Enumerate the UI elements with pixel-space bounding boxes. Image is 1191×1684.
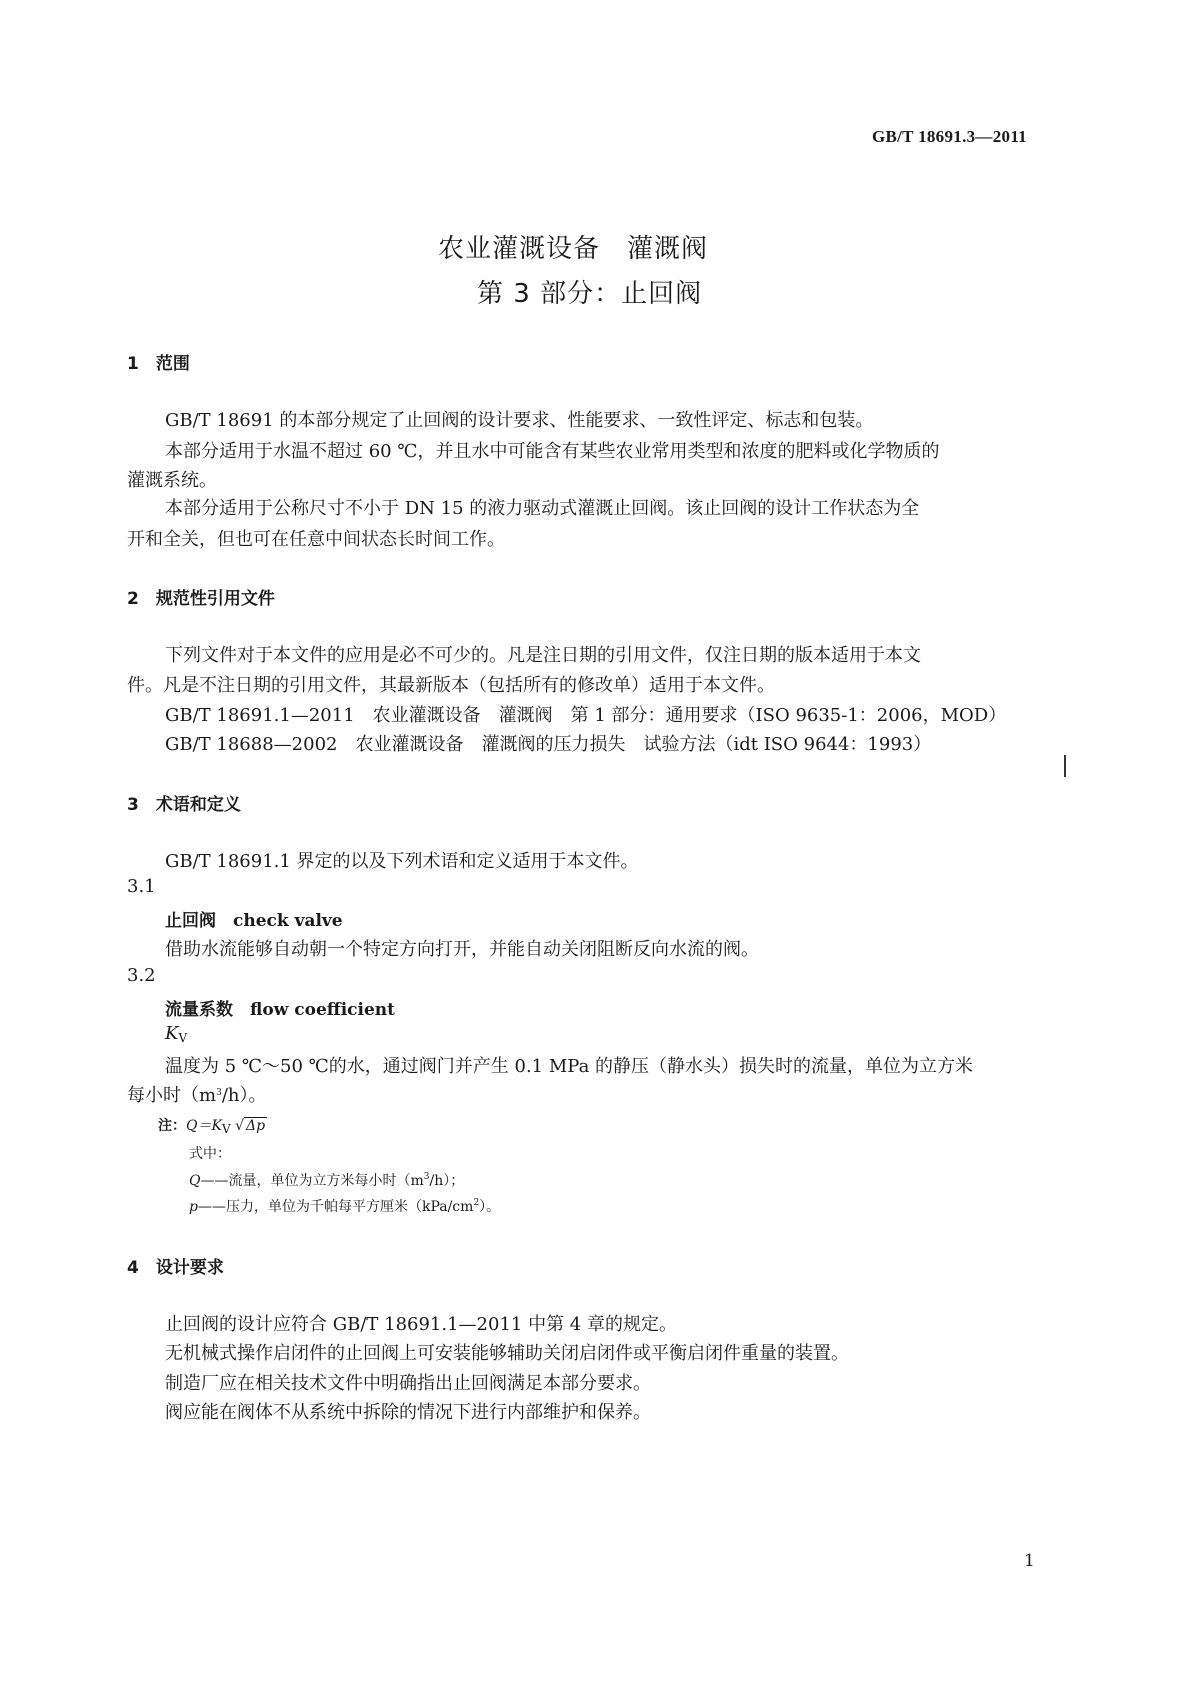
section-2-heading: 2 规范性引用文件 (127, 589, 275, 609)
term-title: 止回阀 check valve (165, 911, 343, 931)
note-formula: 注：$Q=K_V$ √ Δp (158, 1118, 266, 1136)
section-1-heading: 1 范围 (127, 354, 190, 374)
paragraph: GB/T 18691.1 界定的以及下列术语和定义适用于本文件。 (165, 851, 639, 872)
document-title: 农业灌溉设备 灌溉阀 (438, 234, 709, 264)
paragraph: 下列文件对于本文件的应用是必不可少的。凡是注日期的引用文件，仅注日期的版本适用于本文 (165, 645, 921, 666)
term-title: 流量系数 flow coefficient (165, 1000, 396, 1020)
term-number: 3.2 (127, 965, 156, 986)
document-subtitle: 第 3 部分：止回阀 (477, 279, 703, 309)
section-4-heading: 4 设计要求 (127, 1258, 224, 1278)
paragraph: 灌溉系统。 (127, 470, 217, 491)
paragraph: GB/T 18691 的本部分规定了止回阀的设计要求、性能要求、一致性评定、标志和包装。 (165, 410, 874, 431)
note-variable-q: Q——流量，单位为立方米每小时$(m^3/h)$； (189, 1172, 465, 1189)
term-definition: 每小时$(m^3/h)$。 (127, 1085, 267, 1106)
term-number: 3.1 (127, 876, 156, 897)
normative-reference: GB/T 18691.1—2011 农业灌溉设备 灌溉阀 第 1 部分：通用要求（ISO 9635-1：2006，MOD） (165, 705, 1007, 726)
paragraph: 阀应能在阀体不从系统中拆除的情况下进行内部维护和保养。 (165, 1402, 651, 1423)
normative-reference: GB/T 18688—2002 农业灌溉设备 灌溉阀的压力损失 试验方法（idt ISO 9644：1993） (165, 734, 932, 755)
note-variable-p: p——压力，单位为千帕每平方厘米$(kPa/cm^2)$。 (189, 1198, 501, 1215)
paragraph: 无机械式操作启闭件的止回阀上可安装能够辅助关闭启闭件或平衡启闭件重量的装置。 (165, 1343, 849, 1364)
note-where: 式中： (189, 1146, 231, 1162)
page-number: 1 (1024, 1551, 1035, 1571)
paragraph: 本部分适用于水温不超过 60 ℃，并且水中可能含有某些农业常用类型和浓度的肥料或化学物质的 (165, 441, 940, 462)
term-symbol: $K_V$ (165, 1023, 188, 1045)
paragraph: 本部分适用于公称尺寸不小于 DN 15 的液力驱动式灌溉止回阀。该止回阀的设计工作状态为全 (165, 498, 920, 519)
paragraph: 件。凡是不注日期的引用文件，其最新版本（包括所有的修改单）适用于本文件。 (127, 675, 775, 696)
term-definition: 借助水流能够自动朝一个特定方向打开，并能自动关闭阻断反向水流的阀。 (165, 939, 759, 960)
change-bar (1064, 755, 1066, 777)
paragraph: 开和全关，但也可在任意中间状态长时间工作。 (127, 529, 505, 550)
term-definition: 温度为 5 ℃～50 ℃的水，通过阀门并产生 0.1 MPa 的静压（静水头）损失时的流量，单位为立方米 (165, 1056, 974, 1077)
standard-code: GB/T 18691.3—2011 (872, 127, 1027, 146)
paragraph: 止回阀的设计应符合 GB/T 18691.1—2011 中第 4 章的规定。 (165, 1314, 677, 1335)
paragraph: 制造厂应在相关技术文件中明确指出止回阀满足本部分要求。 (165, 1373, 651, 1394)
section-3-heading: 3 术语和定义 (127, 795, 241, 815)
